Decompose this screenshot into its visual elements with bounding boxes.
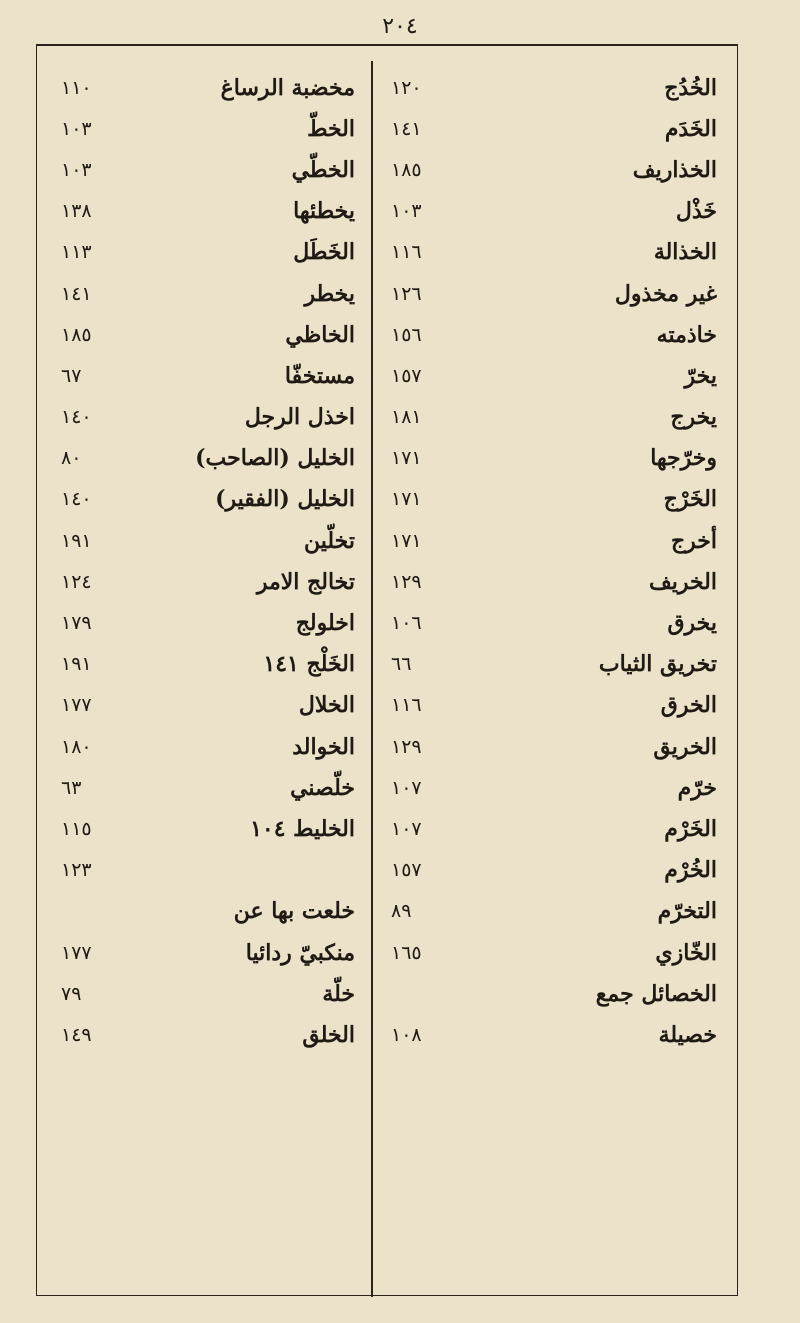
entry-term: غير مخذول xyxy=(614,280,717,307)
index-entry xyxy=(51,355,363,396)
entry-pages: ١٧١ xyxy=(391,447,422,470)
entry-term: الخوالد xyxy=(292,733,355,760)
entry-term: الخرق xyxy=(660,692,717,719)
entry-term: خاذمته xyxy=(656,321,717,348)
entry-pages: ١٦٥ xyxy=(391,941,422,964)
entry-pages: ١٨٠ xyxy=(61,735,92,758)
entry-term: يخرّ xyxy=(684,362,717,389)
index-entry xyxy=(381,397,725,438)
index-entry xyxy=(381,520,725,561)
index-entry xyxy=(381,479,725,520)
entry-term: يخرج xyxy=(670,404,717,431)
index-entry xyxy=(51,397,363,438)
entry-term: الخصائل جمع xyxy=(595,980,717,1007)
index-entry xyxy=(51,850,363,891)
entry-pages: ١٤٠ xyxy=(61,488,92,511)
index-entry xyxy=(51,561,363,602)
entry-pages: ١٤٩ xyxy=(61,1023,92,1046)
entry-pages: ١٧٧ xyxy=(61,694,92,717)
entry-term: الخَطَل xyxy=(293,239,355,266)
entry-pages: ١٩١ xyxy=(61,529,92,552)
index-entry xyxy=(51,479,363,520)
entry-pages: ١٢٦ xyxy=(391,282,422,305)
entry-pages: ٧٩ xyxy=(61,982,82,1005)
entry-term: الخطّي xyxy=(291,156,355,183)
index-entry xyxy=(51,273,363,314)
entry-term: الخَرْم xyxy=(664,815,717,842)
index-entry xyxy=(51,891,363,932)
entry-pages: ١٣٨ xyxy=(61,200,92,223)
entry-term: وخرّجها xyxy=(650,445,717,472)
entry-pages: ١٠٣ xyxy=(61,117,92,140)
column-divider xyxy=(371,61,373,1297)
entry-pages: ١٨٥ xyxy=(61,323,92,346)
entry-pages: ١١٥ xyxy=(61,817,92,840)
index-entry xyxy=(381,726,725,767)
entry-term: الخلال xyxy=(298,692,355,719)
index-entry xyxy=(51,644,363,685)
entry-pages: ٨٩ xyxy=(391,900,412,923)
entry-pages: ١١٦ xyxy=(391,694,422,717)
entry-pages: ١٥٧ xyxy=(391,364,422,387)
index-entry xyxy=(381,932,725,973)
entry-term: خلّة xyxy=(322,980,355,1007)
entry-term: تخلّين xyxy=(304,527,355,554)
index-entry xyxy=(381,314,725,355)
entry-term: الخليل (الصاحب) xyxy=(195,445,355,472)
entry-pages: ١٢٩ xyxy=(391,570,422,593)
entry-term: يخرق xyxy=(667,610,717,637)
page-number: ٢٠٤ xyxy=(382,14,418,39)
entry-pages: ٨٠ xyxy=(61,447,82,470)
entry-term: الخَدَم xyxy=(664,115,717,142)
entry-term: خلعت بها عن xyxy=(233,898,355,925)
index-entry xyxy=(381,438,725,479)
entry-pages: ١٧٩ xyxy=(61,612,92,635)
index-entry xyxy=(51,520,363,561)
index-entry xyxy=(51,191,363,232)
entry-term: الخذاريف xyxy=(632,156,717,183)
index-entry xyxy=(381,767,725,808)
index-entry xyxy=(381,850,725,891)
entry-pages: ١٨١ xyxy=(391,406,422,429)
index-entry xyxy=(381,602,725,643)
entry-pages: ١٤١ xyxy=(61,282,92,305)
index-entry xyxy=(381,561,725,602)
entry-term: أخرج xyxy=(670,527,717,554)
index-entry xyxy=(51,726,363,767)
entry-pages: ١٩١ xyxy=(61,653,92,676)
entry-term: خصيلة xyxy=(658,1021,717,1048)
index-entry xyxy=(51,685,363,726)
index-entry xyxy=(51,108,363,149)
entry-pages: ١٠٣ xyxy=(391,200,422,223)
entry-term: يخطر xyxy=(304,280,355,307)
entry-pages: ١٢٤ xyxy=(61,570,92,593)
entry-pages: ١٠٨ xyxy=(391,1023,422,1046)
entry-pages: ١٠٧ xyxy=(391,817,422,840)
entry-term: منكبيّ ردائيا xyxy=(245,939,355,966)
entry-term: الخُرْم xyxy=(664,857,717,884)
index-entry xyxy=(381,67,725,108)
entry-pages: ١٠٧ xyxy=(391,776,422,799)
entry-pages: ١٧١ xyxy=(391,488,422,511)
index-entry xyxy=(381,273,725,314)
entry-term: الخريق xyxy=(653,733,717,760)
index-entry xyxy=(51,232,363,273)
index-entry xyxy=(51,932,363,973)
entry-pages: ١٤٠ xyxy=(61,406,92,429)
index-table xyxy=(36,44,738,1296)
entry-term: مخضبة الرساغ xyxy=(220,74,355,101)
index-entry xyxy=(381,685,725,726)
index-entry xyxy=(381,191,725,232)
index-entry xyxy=(381,355,725,396)
entry-pages: ١٨٥ xyxy=(391,158,422,181)
index-entry xyxy=(51,808,363,849)
index-entry xyxy=(381,149,725,190)
index-entry xyxy=(51,438,363,479)
entry-term: تخريق الثياب xyxy=(598,651,717,678)
entry-term: الخطّ xyxy=(307,115,355,142)
entry-pages: ١٠٣ xyxy=(61,158,92,181)
left-column xyxy=(51,67,363,1056)
entry-term: الخاظي xyxy=(285,321,355,348)
entry-pages: ١٢٣ xyxy=(61,859,92,882)
entry-term: خرّم xyxy=(677,774,717,801)
index-entry xyxy=(51,767,363,808)
entry-term: الخَلْج ١٤١ xyxy=(263,651,355,678)
index-entry xyxy=(381,891,725,932)
index-entry xyxy=(51,973,363,1014)
index-entry xyxy=(51,67,363,108)
entry-pages: ٦٣ xyxy=(61,776,82,799)
index-entry xyxy=(51,149,363,190)
entry-pages: ١٤١ xyxy=(391,117,422,140)
entry-pages: ١٥٦ xyxy=(391,323,422,346)
entry-term: يخطئها xyxy=(293,198,355,225)
index-entry xyxy=(381,108,725,149)
entry-pages: ١١٣ xyxy=(61,241,92,264)
entry-pages: ١٢٩ xyxy=(391,735,422,758)
entry-term: الخلق xyxy=(302,1021,355,1048)
index-entry xyxy=(381,973,725,1014)
entry-pages: ٦٦ xyxy=(391,653,412,676)
index-entry xyxy=(51,1014,363,1055)
entry-pages: ١٠٦ xyxy=(391,612,422,635)
entry-pages: ٦٧ xyxy=(61,364,82,387)
entry-term: الخَرْج xyxy=(663,486,717,513)
entry-pages: ١٥٧ xyxy=(391,859,422,882)
entry-pages: ١١٠ xyxy=(61,76,92,99)
entry-pages: ١٧٧ xyxy=(61,941,92,964)
index-entry xyxy=(51,314,363,355)
entry-term: تخالج الامر xyxy=(256,568,355,595)
index-entry xyxy=(381,232,725,273)
entry-term: خلّصني xyxy=(290,774,355,801)
top-rule xyxy=(37,44,737,46)
entry-term: التخرّم xyxy=(657,898,717,925)
entry-term: مستخفّا xyxy=(284,362,355,389)
entry-pages: ١٧١ xyxy=(391,529,422,552)
entry-term: الخليط ١٠٤ xyxy=(250,815,355,842)
entry-term: الخّازي xyxy=(655,939,717,966)
entry-term: خَذْل xyxy=(675,198,717,225)
entry-term: اخذل الرجل xyxy=(244,404,355,431)
entry-term: الخريف xyxy=(648,568,717,595)
entry-term: اخلولج xyxy=(295,610,355,637)
index-entry xyxy=(381,644,725,685)
entry-term: الخذالة xyxy=(653,239,717,266)
entry-pages: ١١٦ xyxy=(391,241,422,264)
index-entry xyxy=(51,602,363,643)
index-entry xyxy=(381,1014,725,1055)
right-column xyxy=(381,67,725,1056)
entry-term: الخليل (الفقير) xyxy=(215,486,355,513)
entry-pages: ١٢٠ xyxy=(391,76,422,99)
index-entry xyxy=(381,808,725,849)
entry-term: الخُدُج xyxy=(664,74,717,101)
